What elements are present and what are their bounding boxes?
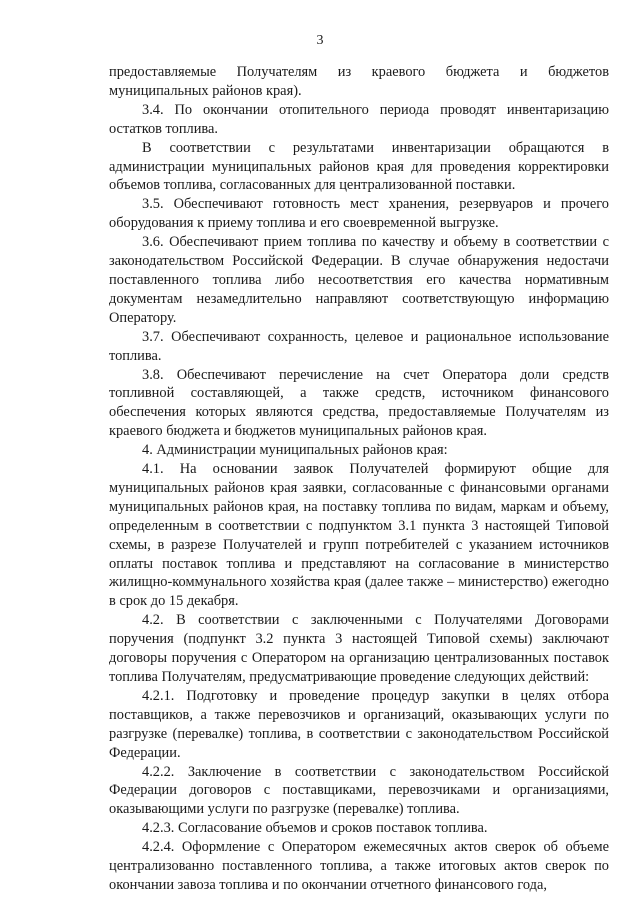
paragraph-3-7: 3.7. Обеспечивают сохранность, целевое и рациональное использование топлива. [109,328,609,364]
document-body [109,63,609,895]
paragraph-3-5: 3.5. Обеспечивают готовность мест хранения, резервуаров и прочего оборудования к приему топлива и его своевременной выгрузке. [109,196,609,232]
paragraph-4-2-4: 4.2.4. Оформление с Оператором ежемесячных актов сверок об объеме централизованно поставленного топлива, а также итоговых актов сверок по окончании завоза топлива и по окончании отчетного финансового года, [109,839,609,893]
paragraph-4: 4. Администрации муниципальных районов края: [142,442,448,459]
paragraph-3-4: 3.4. По окончании отопительного периода проводят инвентаризацию остатков топлива. [109,101,609,137]
paragraph-3-8: 3.8. Обеспечивают перечисление на счет Оператора доли средств топливной составляющей, а также средств, источником финансового обеспечения которых являются средства, предоставляемые Получателям из краевого бюджета и бюджетов муниципальных районов края. [109,366,609,440]
paragraph-4-1: 4.1. На основании заявок Получателей формируют общие для муниципальных районов края заявки, согласованные с финансовыми органами муниципальных районов края, на поставку топлива по видам, маркам и объему, определенным в соответствии с подпунктом 3.1 пункта 3 настоящей Типовой схемы, в разрезе Получателей и групп потребителей с указанием источников оплаты поставок топлива и представляют на согласование в министерство жилищно-коммунального хозяйства края (далее также – министерство) ежегодно в срок до 15 декабря. [109,461,609,610]
paragraph-4-2-2: 4.2.2. Заключение в соответствии с законодательством Российской Федерации договоров с поставщиками, перевозчиками и организациями, оказывающими услуги по разгрузке (перевалке) топлива. [109,763,609,818]
paragraph-4-2-3: 4.2.3. Согласование объемов и сроков поставок топлива. [142,820,488,837]
paragraph-4-2: 4.2. В соответствии с заключенными с Получателями Договорами поручения (подпункт 3.2 пункта 3 настоящей Типовой схемы) заключают договоры поручения с Оператором на организацию централизованных поставок топлива Получателям, предусматривающие проведение следующих действий: [109,612,609,685]
paragraph-3-6: 3.6. Обеспечивают прием топлива по качеству и объему в соответствии с законодательством Российской Федерации. В случае обнаружения недостачи поставленного топлива либо несоответствия его качества нормативным документам незамедлительно направляют соответствующую информацию Оператору. [109,234,609,326]
page-number: 3 [316,33,324,48]
paragraph-inventory-results: В соответствии с результатами инвентаризации обращаются в администрации муниципальных районов края для проведения корректировки объемов топлива, согласованных для централизованной поставки. [109,139,609,194]
paragraph-4-2-1: 4.2.1. Подготовку и проведение процедур закупки в целях отбора поставщиков, а также перевозчиков и организаций, оказывающих услуги по разгрузке (перевалке) топлива, в соответствии с законодательством Российской Федерации. [109,687,609,761]
paragraph-1: предоставляемые Получателям из краевого бюджета и бюджетов муниципальных районов края). [109,64,609,99]
